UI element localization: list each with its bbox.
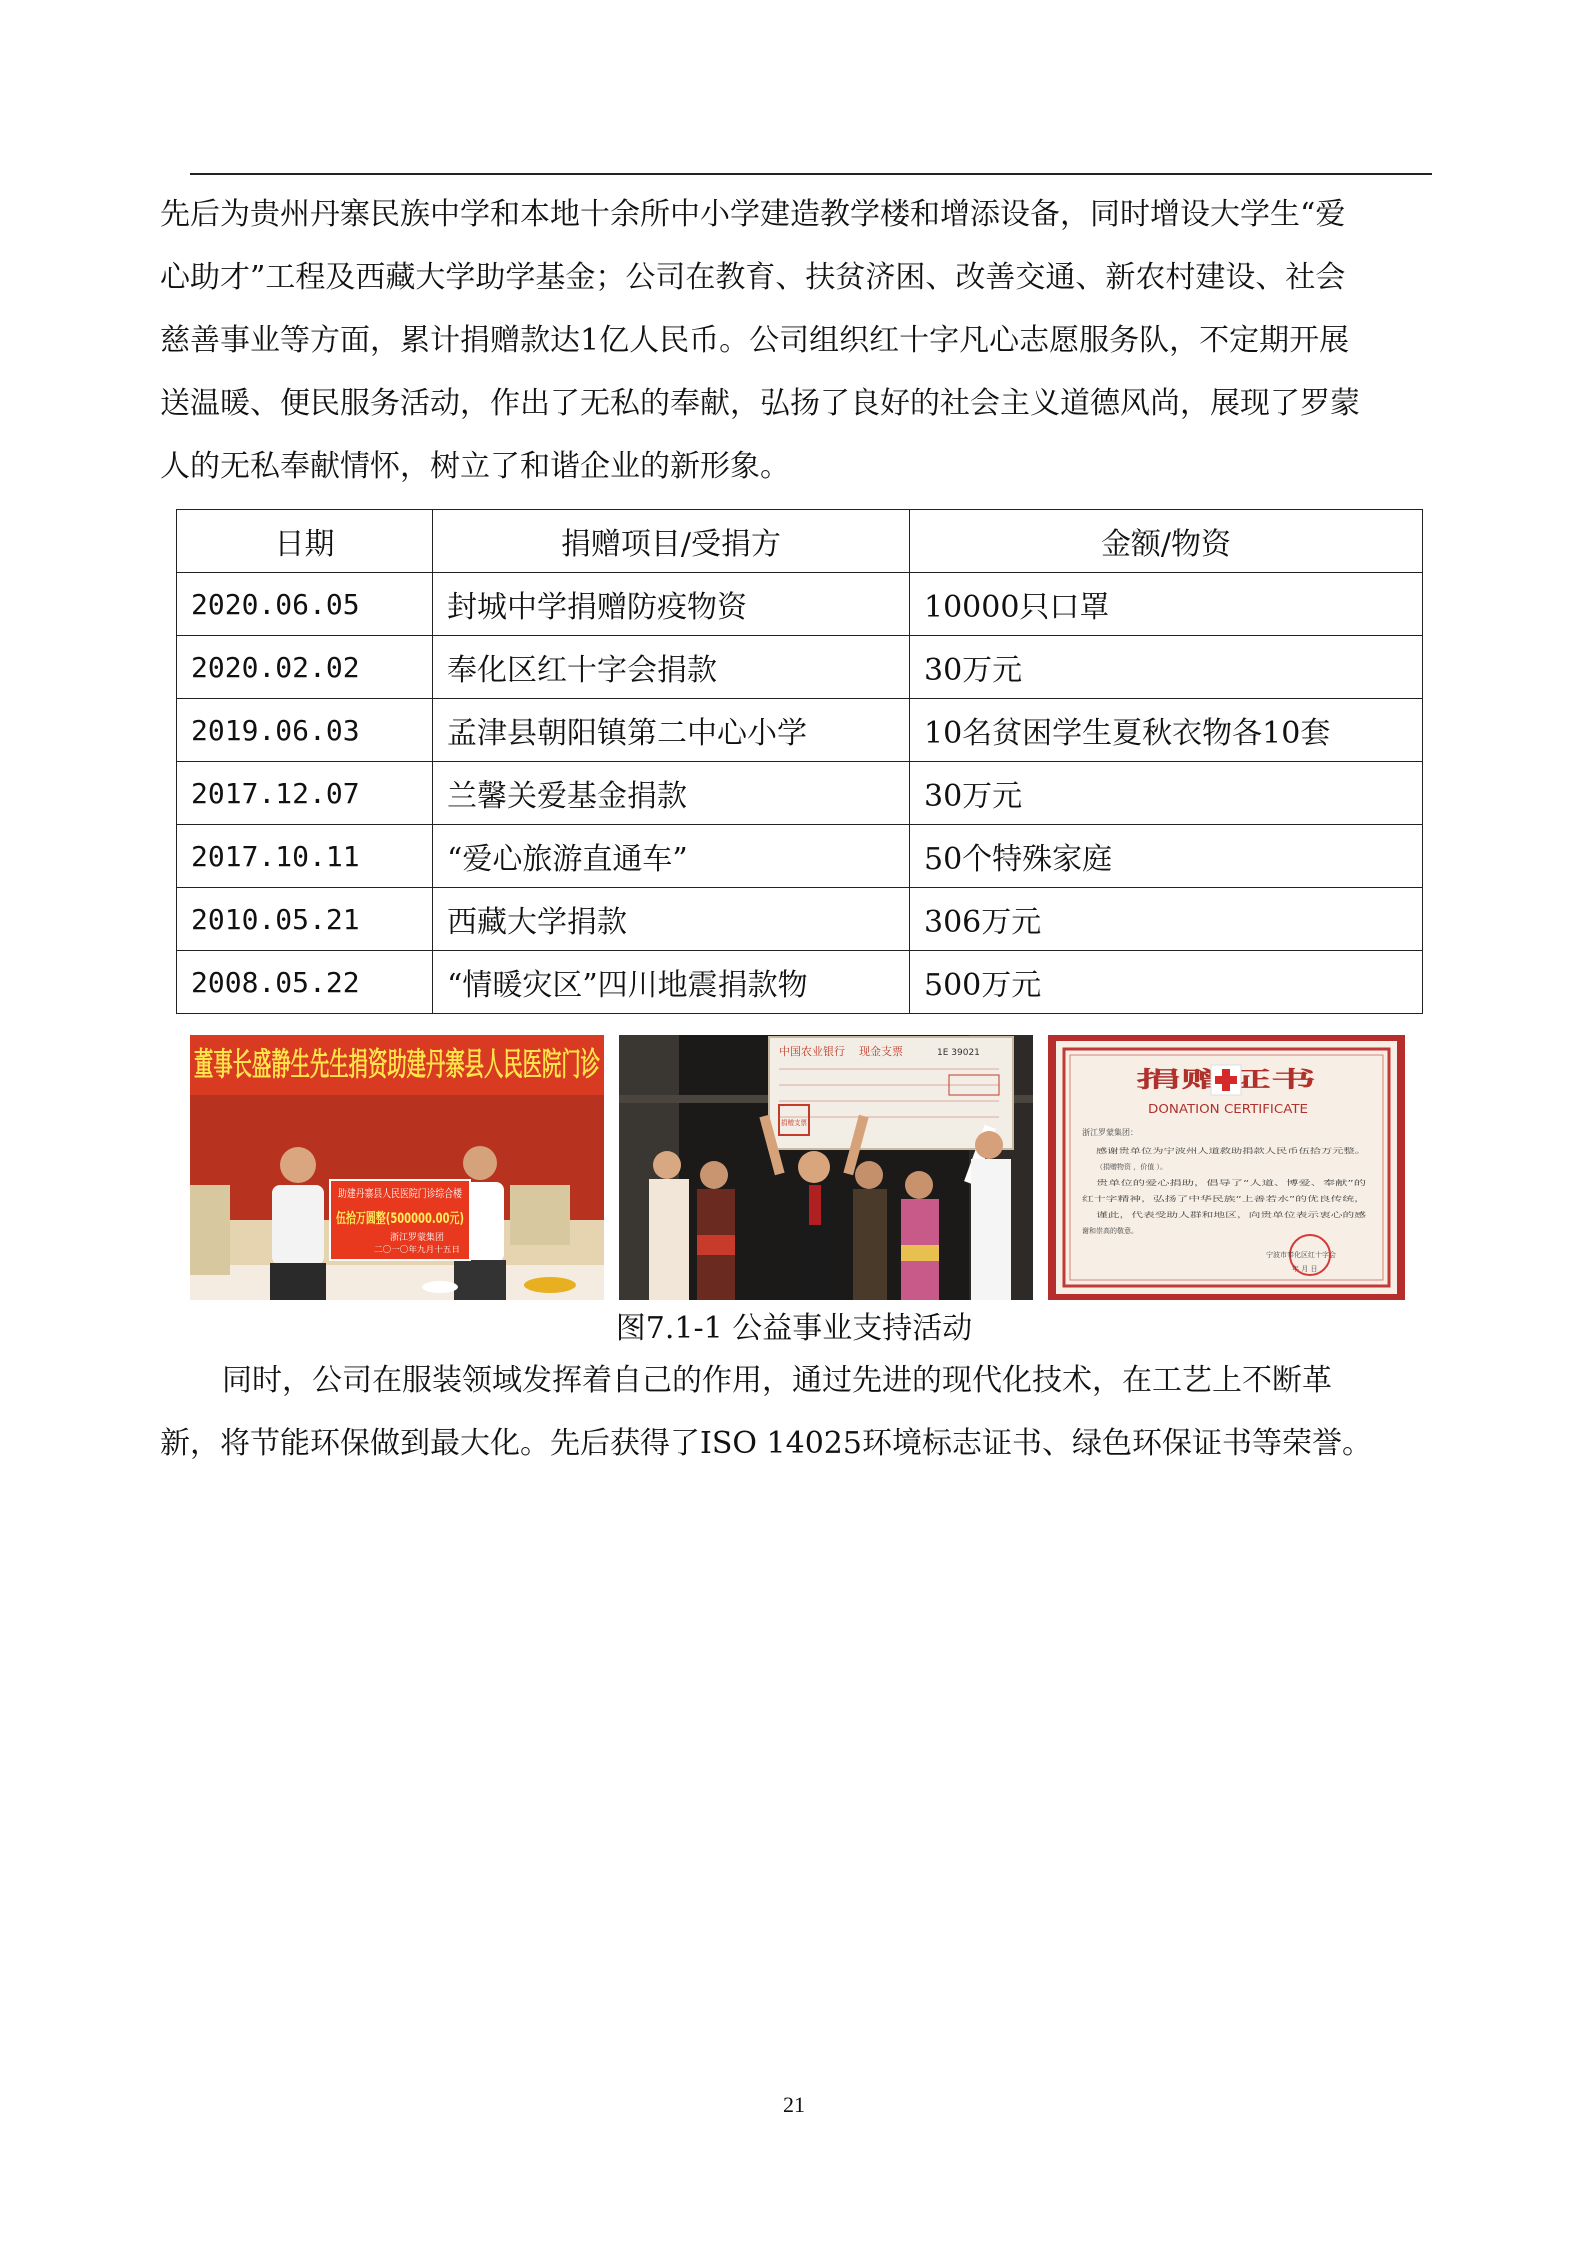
table-row — [177, 699, 1423, 762]
header-rule — [190, 173, 1432, 175]
table-row — [177, 888, 1423, 951]
photo-cheque-stage — [619, 1035, 1033, 1300]
cell-amount: 306万元 — [910, 888, 1423, 951]
figure-caption: 图7.1-1 公益事业支持活动 — [615, 1311, 973, 1346]
cell-amount: 30万元 — [910, 636, 1423, 699]
table-row — [177, 573, 1423, 636]
cheque-bank: 中国农业银行 — [779, 1045, 845, 1058]
banner-text: 董事长盛静生先生捐资助建丹寨县人民医院门诊 — [194, 1045, 600, 1083]
donation-table — [176, 509, 1423, 1014]
paragraph-line: 慈善事业等方面，累计捐赠款达1亿人民币。公司组织红十字凡心志愿服务队，不定期开展 — [160, 323, 1350, 358]
cert-line-5: 谨此，代表受助人群和地区，向贵单位表示衷心的感 — [1096, 1211, 1257, 1219]
cell-project: 奉化区红十字会捐款 — [433, 636, 910, 699]
photo-donation-ceremony — [190, 1035, 604, 1300]
cell-project: 孟津县朝阳镇第二中心小学 — [433, 699, 910, 762]
photo-donation-certificate — [1048, 1035, 1405, 1300]
header-amount: 金额/物资 — [910, 510, 1423, 573]
cert-subtitle: DONATION CERTIFICATE — [1148, 1102, 1308, 1116]
cert-org: 宁波市奉化区红十字会 — [1266, 1251, 1336, 1259]
cell-amount: 10名贫困学生夏秋衣物各10套 — [910, 699, 1423, 762]
cell-amount: 500万元 — [910, 951, 1423, 1014]
table-row — [177, 825, 1423, 888]
cert-line-2: （捐赠物资 ，价值 ）。 — [1096, 1163, 1167, 1171]
table-header-row — [177, 510, 1423, 573]
cert-line-3: 贵单位的爱心捐助，倡导了“人道、博爱、奉献”的 — [1096, 1179, 1251, 1187]
cheque-stamp: 捐赠支票 — [781, 1119, 809, 1127]
cert-line-4: 红十字精神，弘扬了中华民族“上善若水”的优良传统， — [1082, 1195, 1251, 1203]
paragraph-1 — [160, 183, 1445, 498]
cell-date: 2020.06.05 — [177, 573, 433, 636]
paragraph-2 — [160, 1349, 1445, 1475]
cell-date: 2017.10.11 — [177, 825, 433, 888]
cert-date: 年 月 日 — [1292, 1265, 1318, 1273]
board-footer: 浙江罗蒙集团 — [390, 1233, 445, 1243]
paragraph-line: 心助才”工程及西藏大学助学基金；公司在教育、扶贫济困、改善交通、新农村建设、社会 — [160, 260, 1346, 295]
paragraph-line: 送温暖、便民服务活动，作出了无私的奉献，弘扬了良好的社会主义道德风尚，展现了罗蒙 — [160, 386, 1360, 421]
cell-project: 兰馨关爱基金捐款 — [433, 762, 910, 825]
paragraph-line: 新，将节能环保做到最大化。先后获得了ISO 14025环境标志证书、绿色环保证书等荣誉。 — [160, 1426, 1372, 1461]
cell-date: 2019.06.03 — [177, 699, 433, 762]
cell-date: 2017.12.07 — [177, 762, 433, 825]
cell-amount: 10000只口罩 — [910, 573, 1423, 636]
table-row — [177, 636, 1423, 699]
cert-recipient: 浙江罗蒙集团： — [1082, 1128, 1138, 1137]
cert-title: 捐赠证书 — [1136, 1068, 1225, 1093]
cheque-kind: 现金支票 — [859, 1045, 903, 1058]
paragraph-line: 人的无私奉献情怀，树立了和谐企业的新形象。 — [160, 449, 790, 484]
cert-line-1: 感谢贵单位为宁波州人道救助捐款人民币伍拾万元整。 — [1096, 1147, 1264, 1155]
cell-project: “爱心旅游直通车” — [433, 825, 910, 888]
board-amount: 伍拾万圆整(500000.00元) — [336, 1211, 517, 1227]
board-date: 二〇一〇年九月十五日 — [374, 1245, 454, 1254]
board-title: 助建丹寨县人民医院门诊综合楼 — [338, 1187, 492, 1200]
header-date: 日期 — [177, 510, 433, 573]
cell-project: 封城中学捐赠防疫物资 — [433, 573, 910, 636]
cell-date: 2010.05.21 — [177, 888, 433, 951]
cell-date: 2008.05.22 — [177, 951, 433, 1014]
cell-amount: 50个特殊家庭 — [910, 825, 1423, 888]
cell-project: “情暖灾区”四川地震捐款物 — [433, 951, 910, 1014]
cheque-no: 1E 39021 — [937, 1048, 980, 1058]
cell-project: 西藏大学捐款 — [433, 888, 910, 951]
paragraph-line: 先后为贵州丹寨民族中学和本地十余所中小学建造教学楼和增添设备，同时增设大学生“爱 — [160, 197, 1346, 232]
table-row — [177, 951, 1423, 1014]
cell-amount: 30万元 — [910, 762, 1423, 825]
paragraph-line: 同时，公司在服装领域发挥着自己的作用，通过先进的现代化技术，在工艺上不断革 — [222, 1363, 1332, 1398]
cell-date: 2020.02.02 — [177, 636, 433, 699]
header-project: 捐赠项目/受捐方 — [433, 510, 910, 573]
page-number: 21 — [783, 2092, 805, 2117]
cert-line-6: 谢和崇高的敬意。 — [1082, 1227, 1138, 1235]
table-row — [177, 762, 1423, 825]
